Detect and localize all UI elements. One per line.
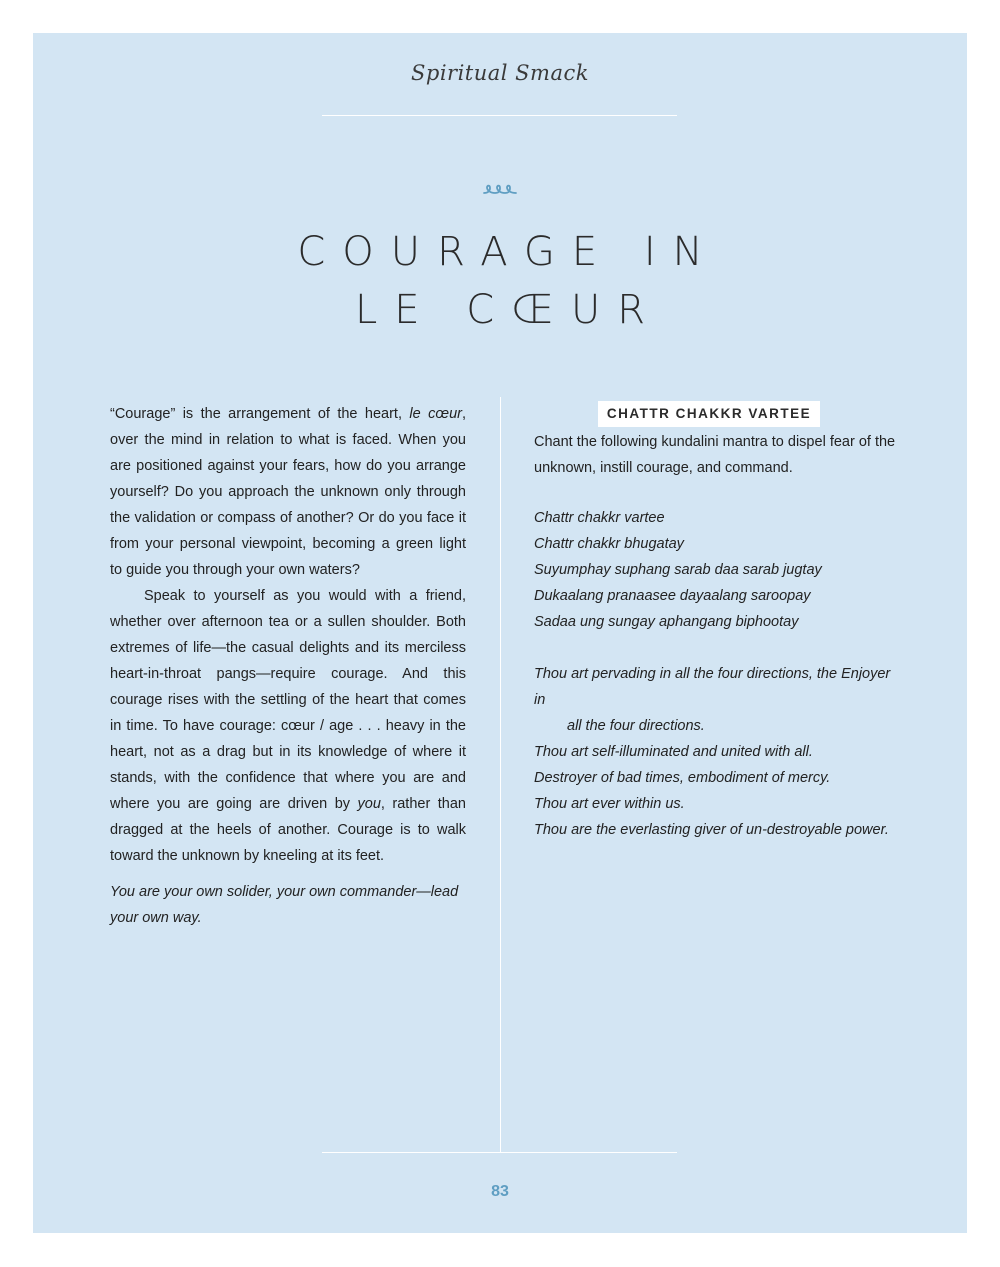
column-divider xyxy=(500,397,501,1153)
right-column xyxy=(534,401,904,843)
translation-line: Destroyer of bad times, embodiment of mercy. xyxy=(534,770,831,786)
translation-line: Thou art ever within us. xyxy=(534,796,685,812)
mantra-line: Chattr chakkr bhugatay xyxy=(534,536,684,552)
emphasis-le-coeur: le cœur xyxy=(409,406,462,422)
left-column xyxy=(110,401,466,931)
mantra-verse xyxy=(534,505,904,635)
page-title xyxy=(33,223,967,339)
mantra-line: Sadaa ung sungay aphangang biphootay xyxy=(534,614,799,630)
mantra-translation xyxy=(534,661,904,843)
top-rule xyxy=(322,115,677,116)
text-run: “Courage” is the arrangement of the heart, xyxy=(110,406,410,422)
running-head: Spiritual Smack xyxy=(411,61,589,85)
translation-line: Thou art pervading in all the four directions, the Enjoyer in xyxy=(534,666,891,708)
mantra-line: Chattr chakkr vartee xyxy=(534,510,665,526)
translation-line: all the four directions. xyxy=(567,718,705,734)
page-number: 83 xyxy=(491,1183,509,1200)
swirl-flourish-icon xyxy=(482,179,518,199)
mantra-line: Suyumphay suphang sarab daa sarab jugtay xyxy=(534,562,822,578)
book-page xyxy=(33,33,967,1233)
mantra-intro: Chant the following kundalini mantra to dispel fear of the unknown, instill courage, and command. xyxy=(534,434,896,476)
text-run: Speak to yourself as you would with a friend, whether over afternoon tea or a sullen shoulder. Both extremes of life—the casual delights and its merciless heart-in-throat pangs—require courage. And this courage rises with the settling of the heart that comes in time. To have courage: cœur / age . . . heavy in the heart, not as a drag but in its knowledge of where it stands, with the confidence that where you are and where you are going are driven by xyxy=(110,588,466,812)
text-run: , over the mind in relation to what is faced. When you are positioned against your fears, how do you arrange yourself? Do you approach the unknown only through the validation or compass of another? Or do you face it from your personal viewpoint, becoming a green light to guide you through your own waters? xyxy=(110,406,466,578)
body-paragraph-1 xyxy=(110,401,466,583)
mantra-label-wrap xyxy=(534,401,884,427)
closing-line: You are your own solider, your own commander—lead your own way. xyxy=(110,884,459,926)
title-line-1: COURAGE IN xyxy=(297,229,720,275)
bottom-rule xyxy=(322,1152,677,1153)
mantra-line: Dukaalang pranaasee dayaalang saroopay xyxy=(534,588,811,604)
title-line-2: LE CŒUR xyxy=(354,287,663,333)
body-paragraph-2 xyxy=(110,583,466,869)
text-run: , rather than dragged at the heels of another. Courage is to walk toward the unknown by kneeling at its feet. xyxy=(110,796,466,864)
mantra-label: CHATTR CHAKKR VARTEE xyxy=(598,401,820,427)
emphasis-you: you xyxy=(357,796,381,812)
translation-line: Thou art self-illuminated and united with all. xyxy=(534,744,813,760)
translation-line: Thou are the everlasting giver of un-destroyable power. xyxy=(534,822,889,838)
